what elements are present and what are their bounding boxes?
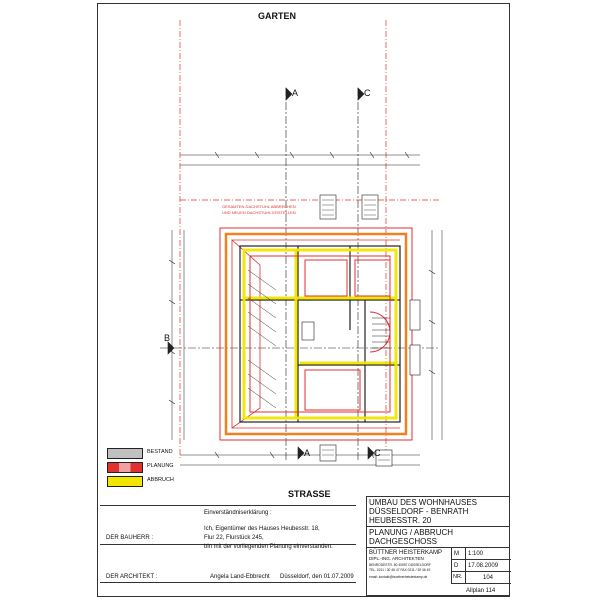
firm-subtitle: DIPL.-ING. ARCHITEKTEN: [369, 556, 424, 561]
legend: [107, 448, 197, 494]
annotation-boxes: [302, 195, 420, 466]
section-c-top: C: [364, 88, 371, 98]
demolition-note-line2: UND NEUEN DACHSTUHL ERSTELLEN: [222, 210, 296, 215]
bauherr-label: DER BAUHERR :: [106, 535, 154, 541]
firm-name: BÜTTNER HEISTERKAMP: [369, 550, 443, 556]
street-label: STRASSE: [288, 489, 331, 499]
firm-phone: TEL. 0211 / 30 46 47 FAX 0211 / 30 46 49: [369, 568, 431, 572]
project-line-3: HEUBESSTR. 20: [369, 516, 432, 525]
title-divider-1: [367, 526, 509, 527]
consent-text-3: bin mit der vorliegenden Planung einverstanden.: [204, 544, 333, 550]
meta-column-divider: [451, 547, 452, 583]
number-value: 104: [483, 575, 494, 581]
number-label: NR.: [453, 574, 463, 580]
legend-swatch-bestand: [107, 448, 143, 459]
legend-label-planung: PLANUNG: [147, 463, 174, 469]
section-lines: [160, 88, 440, 460]
date-value: 17.08.2009: [468, 563, 499, 569]
software-label: Allplan 114: [466, 588, 496, 594]
meta-divider-1: [451, 559, 511, 560]
demolition-note-line1: GESAMTEN DACHSTUHL ABBRECHEN: [222, 204, 296, 209]
section-b-left: B: [164, 333, 171, 343]
date-label: D: [454, 563, 459, 569]
plan-line-1: PLANUNG / ABBRUCH: [369, 528, 454, 537]
legend-label-abbruch: ABBRUCH: [147, 477, 174, 483]
section-a-top: A: [292, 88, 299, 98]
plan-line-2: DACHGESCHOSS: [369, 537, 438, 546]
legend-swatch-abbruch: [107, 476, 143, 487]
garden-label: GARTEN: [258, 11, 296, 21]
consent-place-date: Düsseldorf, den 01.07.2009: [280, 574, 354, 580]
scale-value: 1:100: [468, 551, 484, 557]
architekt-line: [100, 582, 356, 583]
meta-label-divider: [465, 547, 466, 583]
meta-divider-3: [451, 583, 511, 584]
project-line-1: UMBAU DES WOHNHAUSES: [369, 498, 478, 507]
consent-text-2: Flur 22, Flurstück 245,: [204, 535, 264, 541]
section-a-bottom: A: [304, 448, 311, 458]
scale-label: M: [454, 551, 459, 557]
firm-address: BENRODESTR. 80 40597 DÜSSELDORF: [369, 563, 431, 567]
planned-walls: [250, 256, 390, 412]
title-block: [366, 496, 510, 596]
consent-text-1: Ich, Eigentümer des Hauses Heubesstr. 18,: [204, 526, 320, 532]
legend-label-bestand: BESTAND: [147, 449, 173, 455]
architekt-label: DER ARCHITEKT :: [106, 574, 158, 580]
project-line-2: DÜSSELDORF - BENRATH: [369, 507, 469, 516]
firm-email: email: kontakt@buettnerheisterkamp.de: [369, 575, 428, 579]
roof-hatching: [248, 270, 276, 408]
meta-divider-2: [451, 571, 511, 572]
title-area-top-line: [100, 505, 356, 506]
existing-walls: [240, 246, 400, 422]
section-c-bottom: C: [374, 448, 381, 458]
consent-heading: Einverständniserklärung :: [204, 510, 272, 516]
section-markers: [168, 88, 374, 459]
demolition-walls: [244, 250, 396, 418]
legend-swatch-planung: [107, 462, 143, 473]
title-divider-2: [367, 547, 509, 548]
consent-signer: Angela Land-Ebbrecht: [210, 574, 270, 580]
